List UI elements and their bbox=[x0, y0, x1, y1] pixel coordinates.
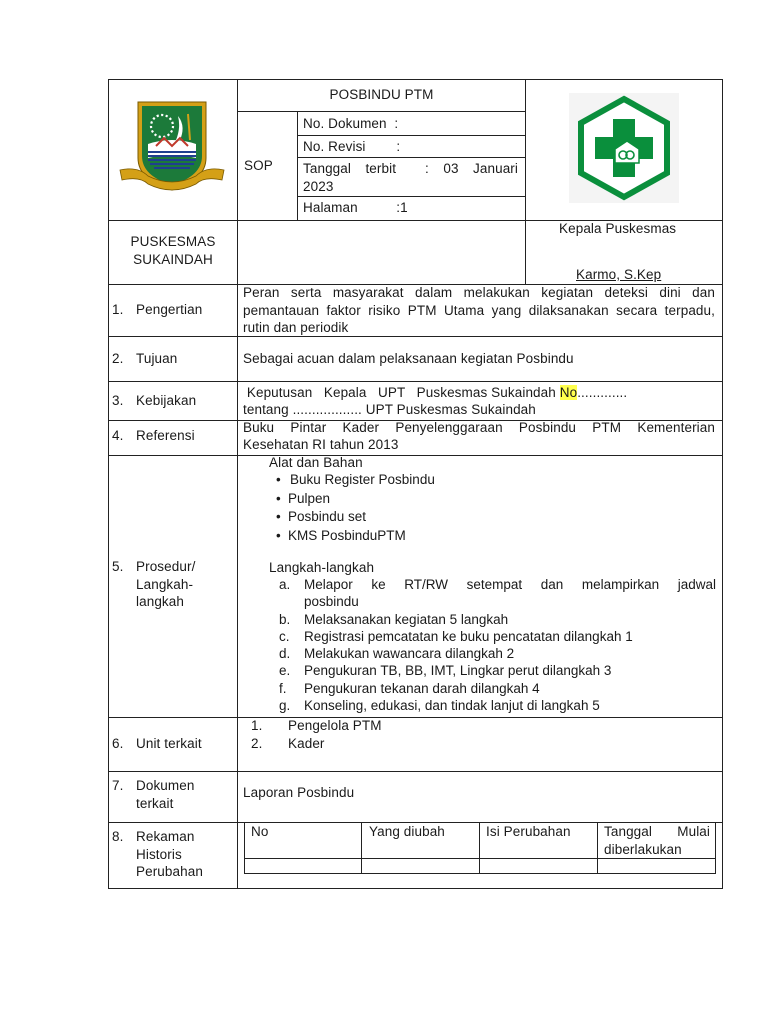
list-marker: b. bbox=[279, 611, 291, 627]
divider bbox=[297, 196, 525, 197]
list-marker: c. bbox=[279, 628, 290, 644]
unit-item: Kader bbox=[288, 736, 325, 751]
list-item bbox=[269, 611, 716, 628]
section-label-tujuan: Tujuan bbox=[136, 351, 178, 366]
divider bbox=[108, 717, 723, 718]
step-text: posbindu bbox=[304, 594, 359, 610]
history-table bbox=[244, 822, 716, 874]
label-line: langkah bbox=[136, 594, 184, 609]
list-item: • Posbindu set bbox=[274, 508, 574, 527]
label-line: Prosedur/ bbox=[136, 559, 196, 574]
regency-crest-icon bbox=[118, 96, 226, 196]
table-border bbox=[715, 822, 716, 874]
step-text: Melakukan wawancara dilangkah 2 bbox=[304, 646, 515, 662]
kebijakan-highlight: No bbox=[559, 385, 578, 400]
section-number: 8. bbox=[112, 829, 124, 844]
kebijakan-text bbox=[243, 384, 715, 402]
list-marker: a. bbox=[279, 577, 291, 592]
no-revisi-field: No. Revisi : bbox=[303, 139, 401, 154]
divider bbox=[237, 79, 238, 889]
label-line: Historis bbox=[136, 846, 182, 862]
section-label-kebijakan: Kebijakan bbox=[136, 393, 197, 408]
table-border bbox=[244, 873, 716, 874]
table-border bbox=[597, 822, 598, 874]
sop-label: SOP bbox=[244, 158, 273, 173]
list-marker: g. bbox=[279, 698, 291, 714]
section-number: 5. bbox=[112, 559, 124, 574]
list-item bbox=[269, 576, 716, 611]
border-top bbox=[108, 79, 723, 80]
section-label-dokumen-terkait bbox=[136, 777, 194, 812]
divider bbox=[525, 79, 526, 285]
divider bbox=[297, 135, 525, 136]
list-item bbox=[269, 680, 716, 697]
section-label-pengertian: Pengertian bbox=[136, 302, 203, 317]
list-marker: f. bbox=[279, 680, 287, 696]
step-text: Melapor ke RT/RW setempat dan melampirkan jadwal bbox=[304, 577, 716, 592]
label-line: Perubahan bbox=[136, 864, 203, 879]
halaman-field: Halaman :1 bbox=[303, 200, 408, 215]
label-line: Dokumen bbox=[136, 778, 195, 793]
dokumen-terkait-text: Laporan Posbindu bbox=[243, 785, 355, 800]
divider bbox=[108, 381, 723, 382]
section-number: 7. bbox=[112, 778, 124, 793]
table-header-cell: Yang diubah bbox=[369, 824, 445, 839]
referensi-line2: Kesehatan RI tahun 2013 bbox=[243, 437, 399, 452]
divider bbox=[297, 111, 298, 221]
tujuan-text: Sebagai acuan dalam pelaksanaan kegiatan Posbindu bbox=[243, 351, 574, 366]
border-left bbox=[108, 79, 109, 889]
step-text: Registrasi pemcatatan ke buku pencatatan dilangkah 1 bbox=[304, 628, 633, 644]
step-text: Pengukuran tekanan darah dilangkah 4 bbox=[304, 680, 540, 696]
pengertian-text: Peran serta masyarakat dalam melakukan kegiatan deteksi dini dan pemantauan faktor risiko PTM Utama yang dilaksanakan secara terpadu, rutin dan periodik bbox=[243, 285, 715, 335]
label-line: Langkah- bbox=[136, 576, 194, 592]
list-marker: d. bbox=[279, 646, 291, 662]
alat-title: Alat dan Bahan bbox=[269, 455, 363, 470]
label-line: Rekaman bbox=[136, 829, 195, 844]
table-header-cell: Tanggal Mulai diberlakukan bbox=[604, 824, 714, 857]
kebijakan-text-part: Keputusan Kepala UPT Puskesmas Sukaindah bbox=[243, 385, 560, 400]
section-number: 2. bbox=[112, 351, 124, 366]
unit-marker: 2. bbox=[251, 736, 263, 751]
divider bbox=[108, 771, 723, 772]
section-label-unit-terkait: Unit terkait bbox=[136, 736, 202, 751]
step-text: Pengukuran TB, BB, IMT, Lingkar perut dilangkah 3 bbox=[304, 663, 612, 679]
sop-document bbox=[108, 79, 723, 889]
org-name: PUSKESMAS SUKAINDAH bbox=[130, 234, 216, 267]
table-border bbox=[244, 858, 716, 859]
section-number: 3. bbox=[112, 393, 124, 408]
section-number: 6. bbox=[112, 736, 124, 751]
section-label-referensi: Referensi bbox=[136, 428, 195, 443]
section-number: 1. bbox=[112, 302, 124, 317]
list-marker: e. bbox=[279, 663, 291, 679]
kepala-label: Kepala Puskesmas bbox=[559, 221, 677, 236]
tanggal-terbit-field: Tanggal terbit : 03 Januari 2023 bbox=[303, 161, 522, 194]
unit-item: Pengelola PTM bbox=[288, 718, 382, 733]
divider bbox=[108, 455, 723, 456]
list-item bbox=[269, 697, 716, 714]
list-item: • Pulpen bbox=[274, 490, 574, 509]
table-header-cell: Isi Perubahan bbox=[486, 824, 571, 839]
kepala-name: Karmo, S.Kep bbox=[576, 267, 662, 282]
section-number: 4. bbox=[112, 428, 124, 443]
unit-marker: 1. bbox=[251, 718, 263, 733]
puskesmas-cross-icon bbox=[569, 93, 679, 203]
table-border bbox=[244, 822, 245, 874]
step-text: Konseling, edukasi, dan tindak lanjut di langkah 5 bbox=[304, 698, 600, 714]
divider bbox=[237, 111, 525, 112]
list-item bbox=[269, 662, 716, 679]
divider bbox=[297, 157, 525, 158]
label-line: terkait bbox=[136, 795, 174, 811]
kebijakan-text-part: ............. bbox=[577, 385, 628, 400]
no-dokumen-field: No. Dokumen : bbox=[303, 116, 399, 131]
referensi-line1: Buku Pintar Kader Penyelenggaraan Posbindu PTM Kementerian bbox=[243, 420, 715, 435]
step-text: Melaksanakan kegiatan 5 langkah bbox=[304, 611, 509, 627]
table-header-cell: No bbox=[251, 824, 269, 839]
list-item: • Buku Register Posbindu bbox=[274, 471, 574, 490]
langkah-list bbox=[269, 576, 716, 714]
table-border bbox=[361, 822, 362, 874]
doc-title: POSBINDU PTM bbox=[329, 87, 434, 102]
section-label-prosedur bbox=[136, 558, 195, 611]
border-right bbox=[722, 79, 723, 889]
langkah-title: Langkah-langkah bbox=[269, 560, 375, 575]
table-border bbox=[479, 822, 480, 874]
list-item: • KMS PosbinduPTM bbox=[274, 527, 574, 546]
section-label-rekaman bbox=[136, 828, 203, 881]
border-bottom bbox=[108, 888, 723, 889]
list-item bbox=[269, 645, 716, 662]
kebijakan-text-line2: tentang .................. UPT Puskesmas Sukaindah bbox=[243, 402, 536, 417]
alat-list bbox=[274, 471, 574, 545]
list-item bbox=[269, 628, 716, 645]
